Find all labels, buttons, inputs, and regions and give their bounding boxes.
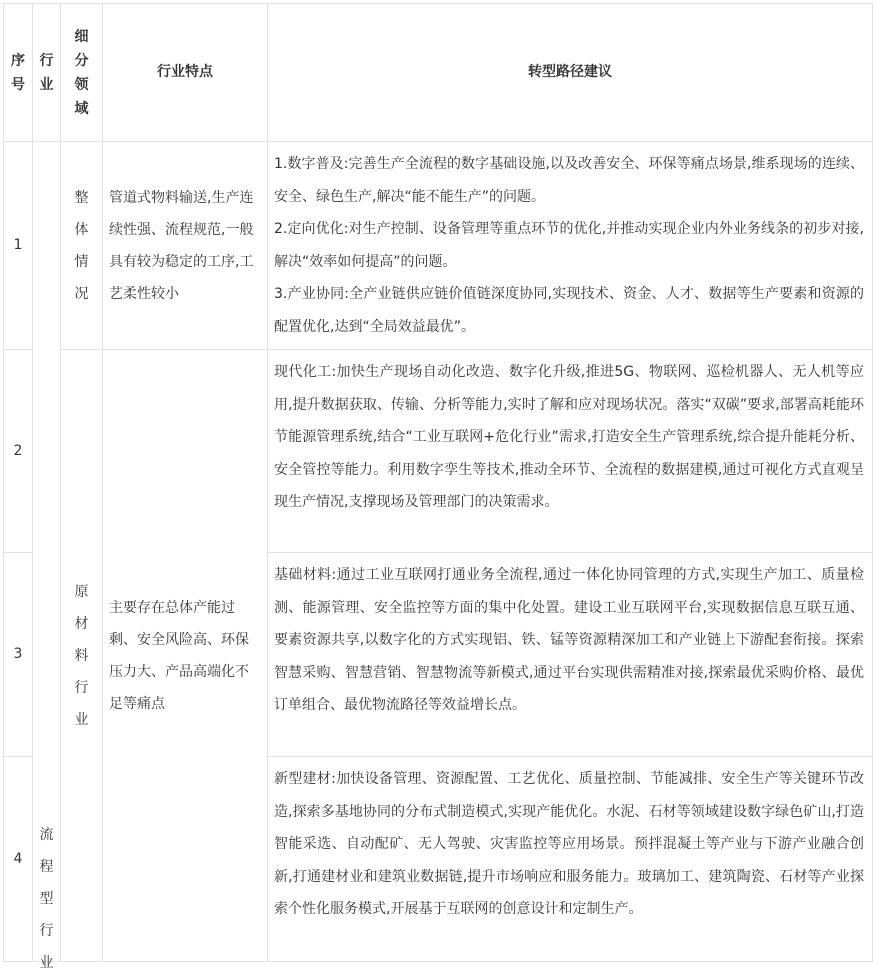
subfield-cell: 整体情况 xyxy=(61,142,103,350)
transformation-table xyxy=(3,3,873,971)
features-cell: 管道式物料输送,生产连续性强、流程规范,一般具有较为稳定的工序,工艺柔性较小 xyxy=(103,142,268,350)
path-cell xyxy=(268,757,873,962)
header-path: 转型路径建议 xyxy=(268,4,873,142)
subfield-cell: 原材料行业 xyxy=(61,350,103,962)
row-number: 2 xyxy=(4,350,33,553)
header-row xyxy=(4,4,873,142)
path-cell xyxy=(268,142,873,350)
features-cell: 主要存在总体产能过剩、安全风险高、环保压力大、产品高端化不足等痛点 xyxy=(103,350,268,962)
row-number: 3 xyxy=(4,553,33,757)
path-paragraph: 基础材料:通过工业互联网打通业务全流程,通过一体化协同管理的方式,实现生产加工、质量检测、能源管理、安全监控等方面的集中化处置。建设工业互联网平台,实现数据信息互联互通、要素资源共享,以数字化的方式实现铝、铁、锰等资源精深加工和产业链上下游配套衔接。探索智慧采购、智慧营销、智慧物流等新模式,通过平台实现供需精准对接,探索最优采购价格、最优订单组合、最优物流路径等效益增长点。 xyxy=(274,567,864,713)
row-number: 1 xyxy=(4,142,33,350)
path-paragraph: 新型建材:加快设备管理、资源配置、工艺优化、质量控制、节能减排、安全生产等关键环节改造,探索多基地协同的分布式制造模式,实现产能优化。水泥、石材等领域建设数字绿色矿山,打造智能采选、自动配矿、无人驾驶、灾害监控等应用场景。预拌混凝土等产业与下游产业融合创新,打通建材业和建筑业数据链,提升市场响应和服务能力。玻璃加工、建筑陶瓷、石材等产业探索个性化服务模式,开展基于互联网的创意设计和定制生产。 xyxy=(274,771,864,917)
path-paragraph: 2.定向优化:对生产控制、设备管理等重点环节的优化,并推动实现企业内外业务线条的初步对接,解决“效率如何提高”的问题。 xyxy=(274,221,864,270)
header-industry: 行业 xyxy=(33,4,61,142)
table-row xyxy=(4,350,873,553)
row-number: 4 xyxy=(4,757,33,962)
path-cell xyxy=(268,553,873,757)
header-subfield: 细分领域 xyxy=(61,4,103,142)
header-features: 行业特点 xyxy=(103,4,268,142)
table-row xyxy=(4,142,873,350)
path-paragraph: 3.产业协同:全产业链供应链价值链深度协同,实现技术、资金、人才、数据等生产要素和资源的配置优化,达到“全局效益最优”。 xyxy=(274,286,864,335)
path-paragraph: 现代化工:加快生产现场自动化改造、数字化升级,推进5G、物联网、巡检机器人、无人机等应用,提升数据获取、传输、分析等能力,实时了解和应对现场状况。落实“双碳”要求,部署高耗能环节能源管理系统,结合“工业互联网+危化行业”需求,打造安全生产管理系统,综合提升能耗分析、安全管控等能力。利用数字孪生等技术,推动全环节、全流程的数据建模,通过可视化方式直观呈现生产情况,支撑现场及管理部门的决策需求。 xyxy=(274,364,864,510)
header-seq: 序号 xyxy=(4,4,33,142)
path-cell xyxy=(268,350,873,553)
path-paragraph: 1.数字普及:完善生产全流程的数字基础设施,以及改善安全、环保等痛点场景,维系现场的连续、安全、绿色生产,解决“能不能生产”的问题。 xyxy=(274,156,864,205)
industry-cell: 流程型行业 xyxy=(33,142,61,962)
